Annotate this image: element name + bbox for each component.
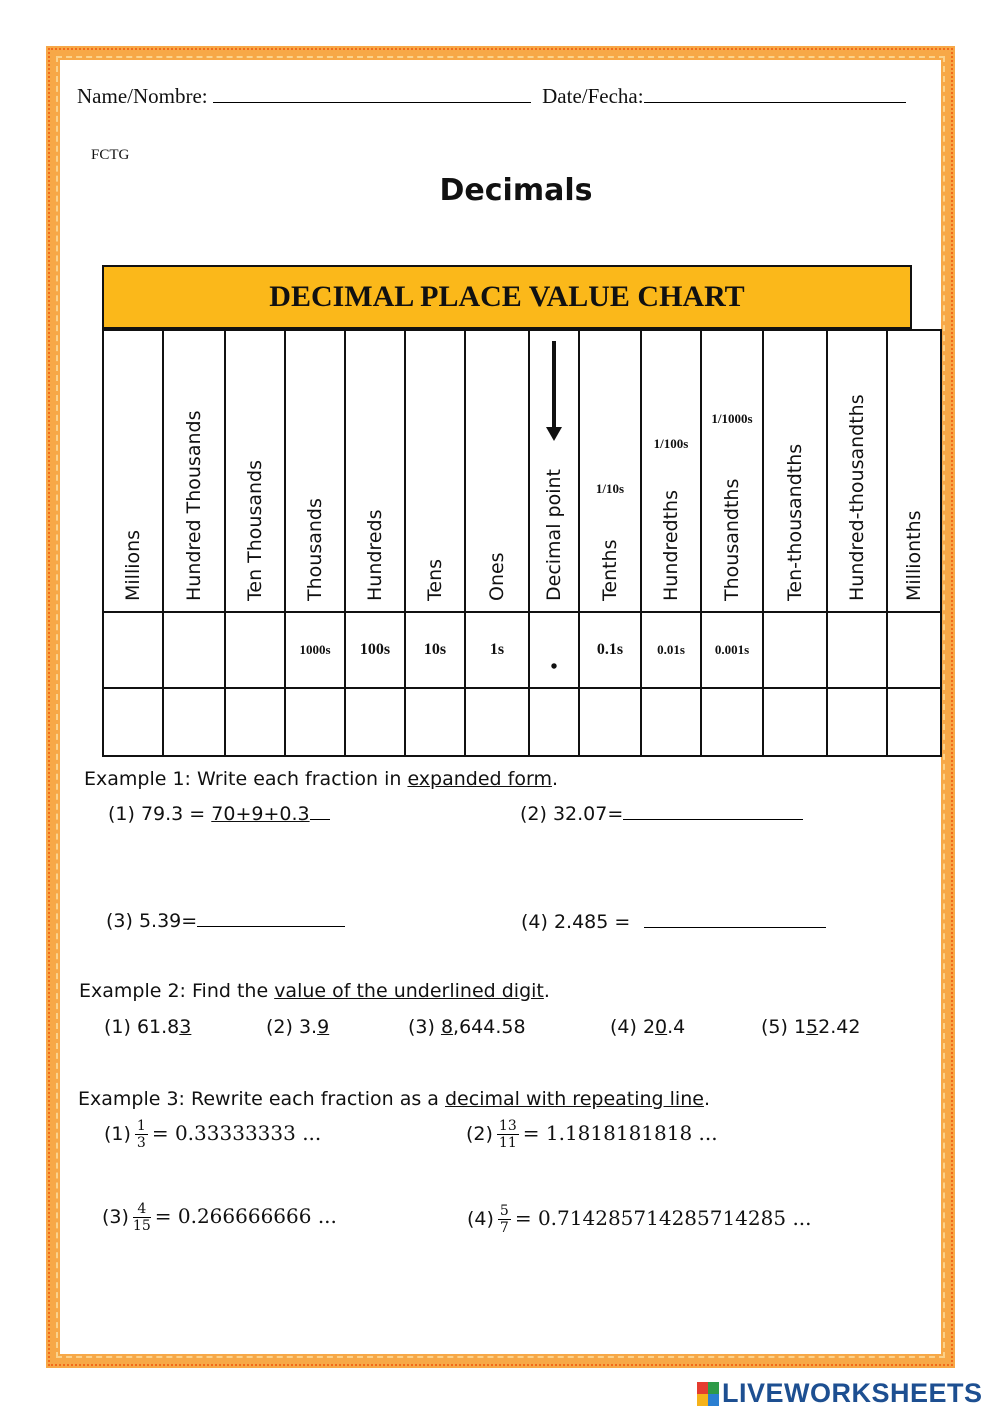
column-name: Thousands	[304, 498, 326, 601]
column-fraction-label: 1/10s	[595, 481, 625, 496]
example3-item	[467, 1203, 812, 1236]
column-fraction-label: 1/1000s	[711, 411, 753, 426]
column-abbr	[103, 612, 163, 688]
example1-q1	[108, 803, 330, 825]
fraction-numerator: 4	[133, 1201, 151, 1218]
page-title: Decimals	[439, 173, 593, 208]
column-abbr	[163, 612, 225, 688]
column-name: Millions	[122, 529, 144, 601]
fraction-denominator: 3	[136, 1135, 146, 1151]
decimal-value: = 1.1818181818 ...	[522, 1121, 718, 1145]
column-name: Tenths	[599, 539, 621, 601]
fraction	[135, 1118, 148, 1151]
header-line	[77, 84, 906, 109]
fraction	[498, 1203, 511, 1236]
answer-cell[interactable]	[163, 688, 225, 756]
example2-item	[610, 1016, 685, 1038]
example3-heading-underlined: decimal with repeating line	[445, 1088, 704, 1110]
q4-label: (4) 2.485 =	[521, 911, 637, 933]
fraction	[133, 1201, 151, 1234]
example2-item	[266, 1016, 329, 1038]
example2-item	[104, 1016, 191, 1038]
answer-cell[interactable]	[701, 688, 763, 756]
example3-item-label: (1)	[104, 1123, 131, 1145]
example1-heading	[84, 768, 558, 790]
answer-cell[interactable]	[641, 688, 701, 756]
column-abbr	[887, 612, 941, 688]
example1-heading-underlined: expanded form	[407, 768, 552, 790]
q1-line	[310, 803, 330, 820]
answer-cell[interactable]	[827, 688, 887, 756]
name-field[interactable]	[213, 84, 531, 103]
column-header	[345, 330, 405, 612]
column-name: Decimal point	[543, 469, 565, 601]
column-header	[405, 330, 465, 612]
fraction-numerator: 13	[498, 1118, 517, 1134]
column-abbr	[763, 612, 827, 688]
example3-item	[466, 1118, 718, 1151]
column-header	[887, 330, 941, 612]
example2-item	[761, 1016, 860, 1038]
example1-q4	[521, 911, 826, 933]
answer-cell[interactable]	[763, 688, 827, 756]
example3-item-label: (2)	[466, 1123, 493, 1145]
example2-item-post: 2.42	[818, 1016, 861, 1038]
column-name: Hundred-thousandths	[846, 394, 868, 601]
column-header	[163, 330, 225, 612]
example2-item	[408, 1016, 526, 1038]
decimal-value: = 0.266666666 ...	[154, 1204, 337, 1228]
example2-item-pre: 2	[642, 1016, 656, 1038]
column-fraction-label: 1/100s	[653, 436, 689, 451]
column-header	[701, 330, 763, 612]
fraction-denominator: 11	[498, 1135, 517, 1151]
answer-cell[interactable]	[887, 688, 941, 756]
answer-cell[interactable]	[465, 688, 529, 756]
example3-item	[102, 1201, 337, 1234]
example2-item-pre: 1	[793, 1016, 807, 1038]
column-name: Hundredths	[660, 490, 682, 601]
example2-item-post: .4	[667, 1016, 686, 1038]
column-header	[225, 330, 285, 612]
column-names-row	[103, 330, 941, 612]
decimal-value: = 0.714285714285714285 ...	[514, 1206, 812, 1230]
column-header	[285, 330, 345, 612]
example3-heading-end: .	[703, 1088, 710, 1110]
column-header	[465, 330, 529, 612]
answer-cell[interactable]	[103, 688, 163, 756]
answer-cell[interactable]	[345, 688, 405, 756]
column-abbr: 0.001s	[701, 612, 763, 688]
example2-item-u: 5	[806, 1016, 819, 1038]
example2-heading-text: Example 2: Find the	[79, 980, 275, 1002]
column-name: Hundred Thousands	[183, 410, 205, 601]
column-header	[641, 330, 701, 612]
column-header	[103, 330, 163, 612]
column-abbr: 10s	[405, 612, 465, 688]
column-header	[579, 330, 641, 612]
answer-row	[103, 688, 941, 756]
fraction-denominator: 15	[132, 1218, 151, 1234]
answer-cell[interactable]	[225, 688, 285, 756]
column-name: Hundreds	[364, 509, 386, 601]
column-name: Ten Thousands	[244, 459, 266, 601]
column-abbr: •	[529, 612, 579, 688]
logo-text: LIVEWORKSHEETS	[722, 1378, 983, 1408]
fraction-numerator: 1	[136, 1118, 146, 1134]
example2-item-u: 8	[440, 1016, 454, 1038]
fraction	[497, 1118, 519, 1151]
worksheet-code: FCTG	[91, 147, 130, 163]
fraction-numerator: 5	[499, 1203, 509, 1219]
example2-item-label: (5)	[761, 1016, 794, 1038]
example2-item-pre: 3.	[298, 1016, 318, 1038]
date-label: Date/Fecha:	[542, 84, 644, 108]
column-header	[529, 330, 579, 612]
example2-item-label: (3)	[408, 1016, 441, 1038]
example3-item	[104, 1118, 321, 1151]
example2-item-u: 0	[655, 1016, 668, 1038]
answer-cell[interactable]	[285, 688, 345, 756]
column-name: Thousandths	[721, 478, 743, 601]
column-name: Tens	[424, 558, 446, 601]
answer-cell[interactable]	[579, 688, 641, 756]
example2-item-label: (2)	[266, 1016, 299, 1038]
date-field[interactable]	[644, 84, 906, 103]
q2-answer-field[interactable]	[623, 803, 803, 820]
example2-item-u: 9	[317, 1016, 330, 1038]
column-abbr: 1s	[465, 612, 529, 688]
example2-item-label: (4)	[610, 1016, 643, 1038]
name-label: Name/Nombre:	[77, 84, 208, 108]
column-abbr: 0.01s	[641, 612, 701, 688]
example1-q2	[520, 803, 803, 825]
logo-grid-icon	[697, 1382, 719, 1406]
example1-q3	[106, 910, 345, 932]
column-header	[763, 330, 827, 612]
example3-item-label: (3)	[102, 1206, 129, 1228]
down-arrow-icon	[552, 341, 556, 431]
column-abbr: 100s	[345, 612, 405, 688]
place-value-table	[102, 329, 942, 757]
column-name: Ten-thousandths	[784, 443, 806, 601]
example3-item-label: (4)	[467, 1208, 494, 1230]
answer-cell[interactable]	[405, 688, 465, 756]
example2-item-post: ,644.58	[453, 1016, 526, 1038]
place-value-chart	[102, 265, 925, 757]
example3-heading	[78, 1088, 710, 1110]
worksheet	[60, 60, 940, 1355]
example2-heading-end: .	[543, 980, 550, 1002]
q2-label: (2) 32.07=	[520, 803, 624, 825]
example1-heading-text: Example 1: Write each fraction in	[84, 768, 408, 790]
column-abbr: 0.1s	[579, 612, 641, 688]
column-abbr	[225, 612, 285, 688]
liveworksheets-logo	[697, 1378, 983, 1409]
example3-heading-text: Example 3: Rewrite each fraction as a	[78, 1088, 445, 1110]
q1-label: (1) 79.3 =	[108, 803, 212, 825]
column-abbr-row	[103, 612, 941, 688]
q3-label: (3) 5.39=	[106, 910, 198, 932]
column-header	[827, 330, 887, 612]
example2-item-pre: 61.8	[136, 1016, 180, 1038]
example2-heading	[79, 980, 550, 1002]
q3-answer-field[interactable]	[197, 910, 345, 927]
column-name: Ones	[486, 552, 508, 601]
example2-item-label: (1)	[104, 1016, 137, 1038]
example2-item-u: 3	[179, 1016, 192, 1038]
fraction-denominator: 7	[499, 1220, 509, 1236]
decimal-value: = 0.33333333 ...	[151, 1121, 322, 1145]
q1-answer: 70+9+0.3	[211, 803, 310, 825]
q4-answer-field[interactable]	[644, 911, 826, 928]
answer-cell[interactable]	[529, 688, 579, 756]
example1-heading-end: .	[551, 768, 558, 790]
column-abbr	[827, 612, 887, 688]
column-abbr: 1000s	[285, 612, 345, 688]
column-name: Millionths	[903, 510, 925, 601]
chart-heading: DECIMAL PLACE VALUE CHART	[102, 265, 912, 329]
example2-heading-underlined: value of the underlined digit	[274, 980, 544, 1002]
